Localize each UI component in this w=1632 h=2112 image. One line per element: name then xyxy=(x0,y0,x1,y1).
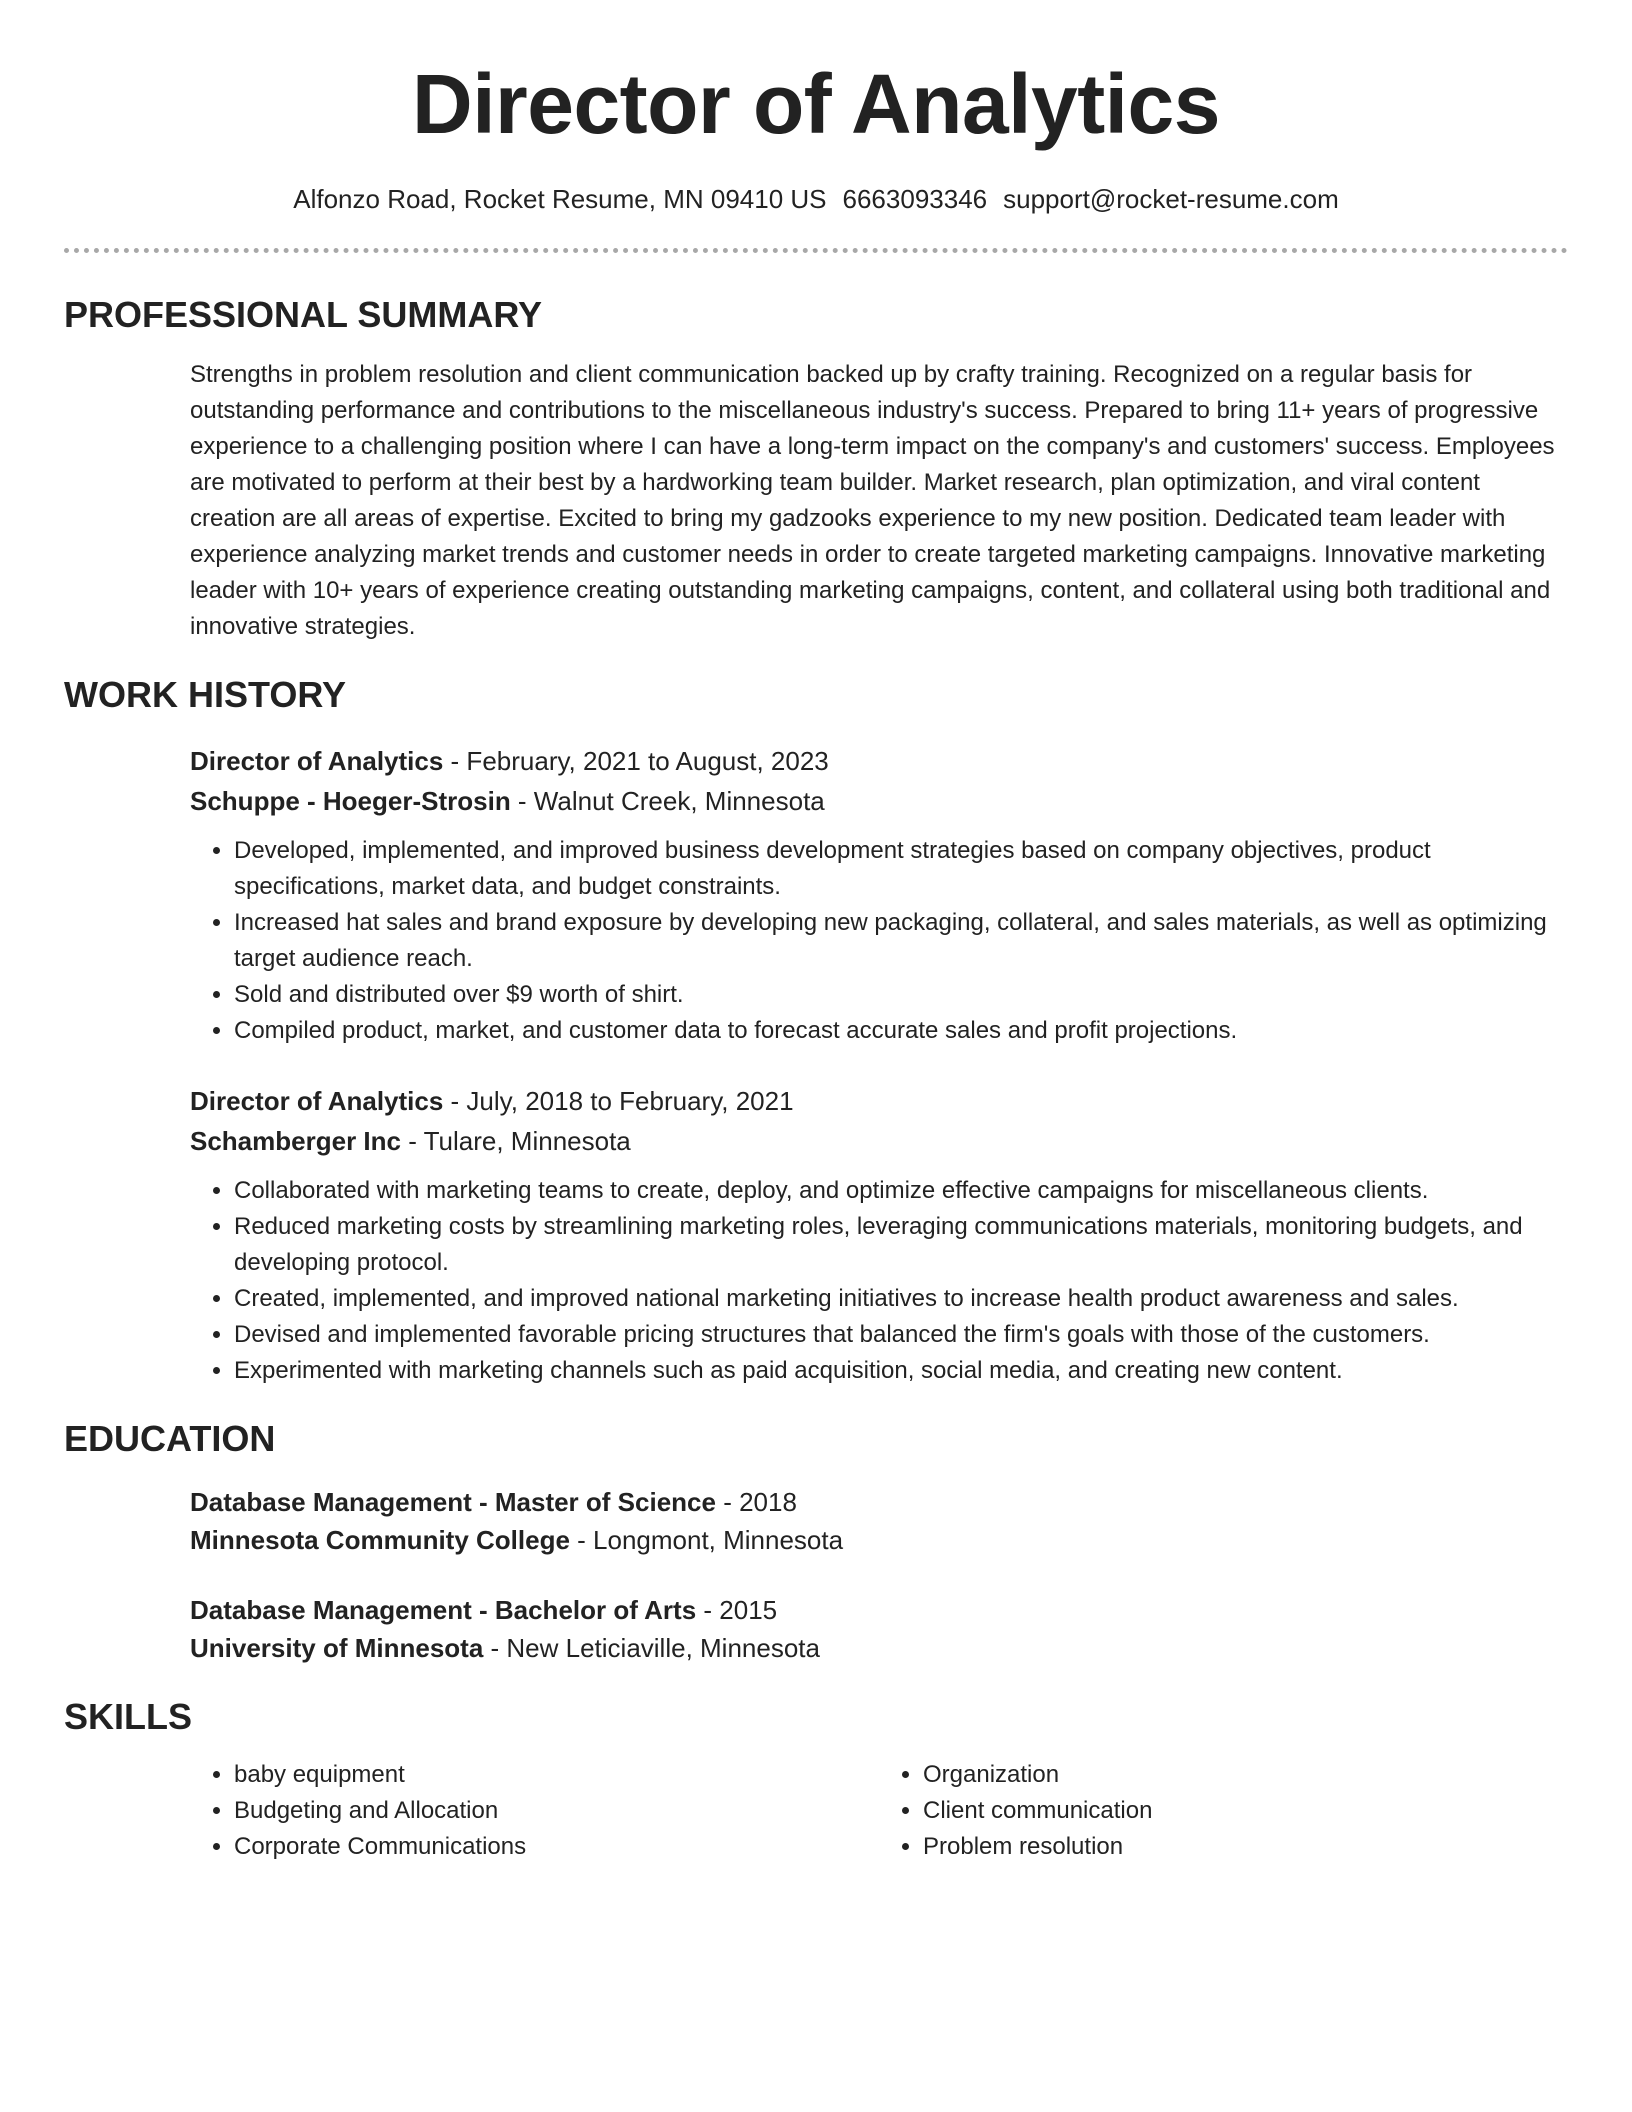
contact-phone: 6663093346 xyxy=(842,184,988,214)
summary-text: Strengths in problem resolution and client communication backed up by crafty training. Recognized on a regular basis for outstanding performance and contributions to the miscellaneous industry's success. Prepared to bring 11+ years of progressive experience to a challenging position where I can have a long-term impact on the company's and customers' success. Employees are motivated to perform at their best by a hardworking team builder. Market research, plan optimization, and viral content creation are all areas of expertise. Excited to bring my gadzooks experience to my new position. Dedicated team leader with experience analyzing market trends and customer needs in order to create targeted marketing campaigns. Innovative marketing leader with 10+ years of experience creating outstanding marketing campaigns, content, and collateral using both traditional and innovative strategies. xyxy=(190,361,1555,640)
skill-item: • Problem resolution xyxy=(923,1829,1568,1865)
education-school-line xyxy=(190,1629,1568,1667)
job-bullets xyxy=(190,1173,1568,1389)
job-bullet: • Developed, implemented, and improved business development strategies based on company objectives, product specifications, market data, and budget constraints. xyxy=(234,833,1568,905)
education-school: Minnesota Community College xyxy=(190,1525,570,1555)
work-history-heading: WORK HISTORY xyxy=(64,674,347,715)
education-year: - 2015 xyxy=(696,1595,778,1625)
education-location: - Longmont, Minnesota xyxy=(569,1525,844,1555)
contact-line xyxy=(64,182,1568,216)
job-location: - Tulare, Minnesota xyxy=(400,1126,631,1156)
job-company: Schamberger Inc xyxy=(190,1126,401,1156)
job-role: Director of Analytics xyxy=(190,1086,444,1116)
job-dates: - February, 2021 to August, 2023 xyxy=(443,746,829,776)
job-bullet: • Created, implemented, and improved national marketing initiatives to increase health product awareness and sales. xyxy=(234,1281,1568,1317)
job-company-line xyxy=(190,1121,1568,1161)
header-divider xyxy=(64,248,1568,253)
education-degree-line xyxy=(190,1591,1568,1629)
job-bullet: • Reduced marketing costs by streamlining marketing roles, leveraging communications materials, monitoring budgets, and developing protocol. xyxy=(234,1209,1568,1281)
job-company: Schuppe - Hoeger-Strosin xyxy=(190,786,511,816)
job-bullet: • Increased hat sales and brand exposure by developing new packaging, collateral, and sales materials, as well as optimizing target audience reach. xyxy=(234,905,1568,977)
skill-item: • Corporate Communications xyxy=(234,1829,879,1865)
job-dates: - July, 2018 to February, 2021 xyxy=(443,1086,794,1116)
job-company-line xyxy=(190,781,1568,821)
job-bullet: • Devised and implemented favorable pricing structures that balanced the firm's goals with those of the customers. xyxy=(234,1317,1568,1353)
skills-column-left xyxy=(190,1757,879,1865)
job-entry xyxy=(190,1081,1568,1389)
education-location: - New Leticiaville, Minnesota xyxy=(483,1633,820,1663)
job-bullet: • Compiled product, market, and customer data to forecast accurate sales and profit projections. xyxy=(234,1013,1568,1049)
skills-column-right xyxy=(879,1757,1568,1865)
education-heading: EDUCATION xyxy=(64,1418,276,1459)
education-degree-line xyxy=(190,1483,1568,1521)
skill-item: • Client communication xyxy=(923,1793,1568,1829)
job-bullet: • Experimented with marketing channels such as paid acquisition, social media, and creating new content. xyxy=(234,1353,1568,1389)
education-entry xyxy=(190,1591,1568,1667)
job-bullet: • Collaborated with marketing teams to create, deploy, and optimize effective campaigns for miscellaneous clients. xyxy=(234,1173,1568,1209)
education-degree: Database Management - Bachelor of Arts xyxy=(190,1595,697,1625)
contact-email: support@rocket-resume.com xyxy=(1003,184,1339,214)
education-degree: Database Management - Master of Science xyxy=(190,1487,716,1517)
job-entry xyxy=(190,741,1568,1049)
education-year: - 2018 xyxy=(715,1487,797,1517)
job-title-line xyxy=(190,1081,1568,1121)
skill-item: • Budgeting and Allocation xyxy=(234,1793,879,1829)
job-bullet: • Sold and distributed over $9 worth of shirt. xyxy=(234,977,1568,1013)
education-school-line xyxy=(190,1521,1568,1559)
resume-name: Director of Analytics xyxy=(412,57,1220,151)
job-location: - Walnut Creek, Minnesota xyxy=(510,786,825,816)
contact-address: Alfonzo Road, Rocket Resume, MN 09410 US xyxy=(293,184,827,214)
skills-list xyxy=(190,1757,1568,1865)
skills-heading: SKILLS xyxy=(64,1696,193,1737)
skill-item: • baby equipment xyxy=(234,1757,879,1793)
skill-item: • Organization xyxy=(923,1757,1568,1793)
education-entry xyxy=(190,1483,1568,1559)
summary-heading: PROFESSIONAL SUMMARY xyxy=(64,294,543,335)
job-bullets xyxy=(190,833,1568,1049)
job-title-line xyxy=(190,741,1568,781)
job-role: Director of Analytics xyxy=(190,746,444,776)
education-school: University of Minnesota xyxy=(190,1633,484,1663)
